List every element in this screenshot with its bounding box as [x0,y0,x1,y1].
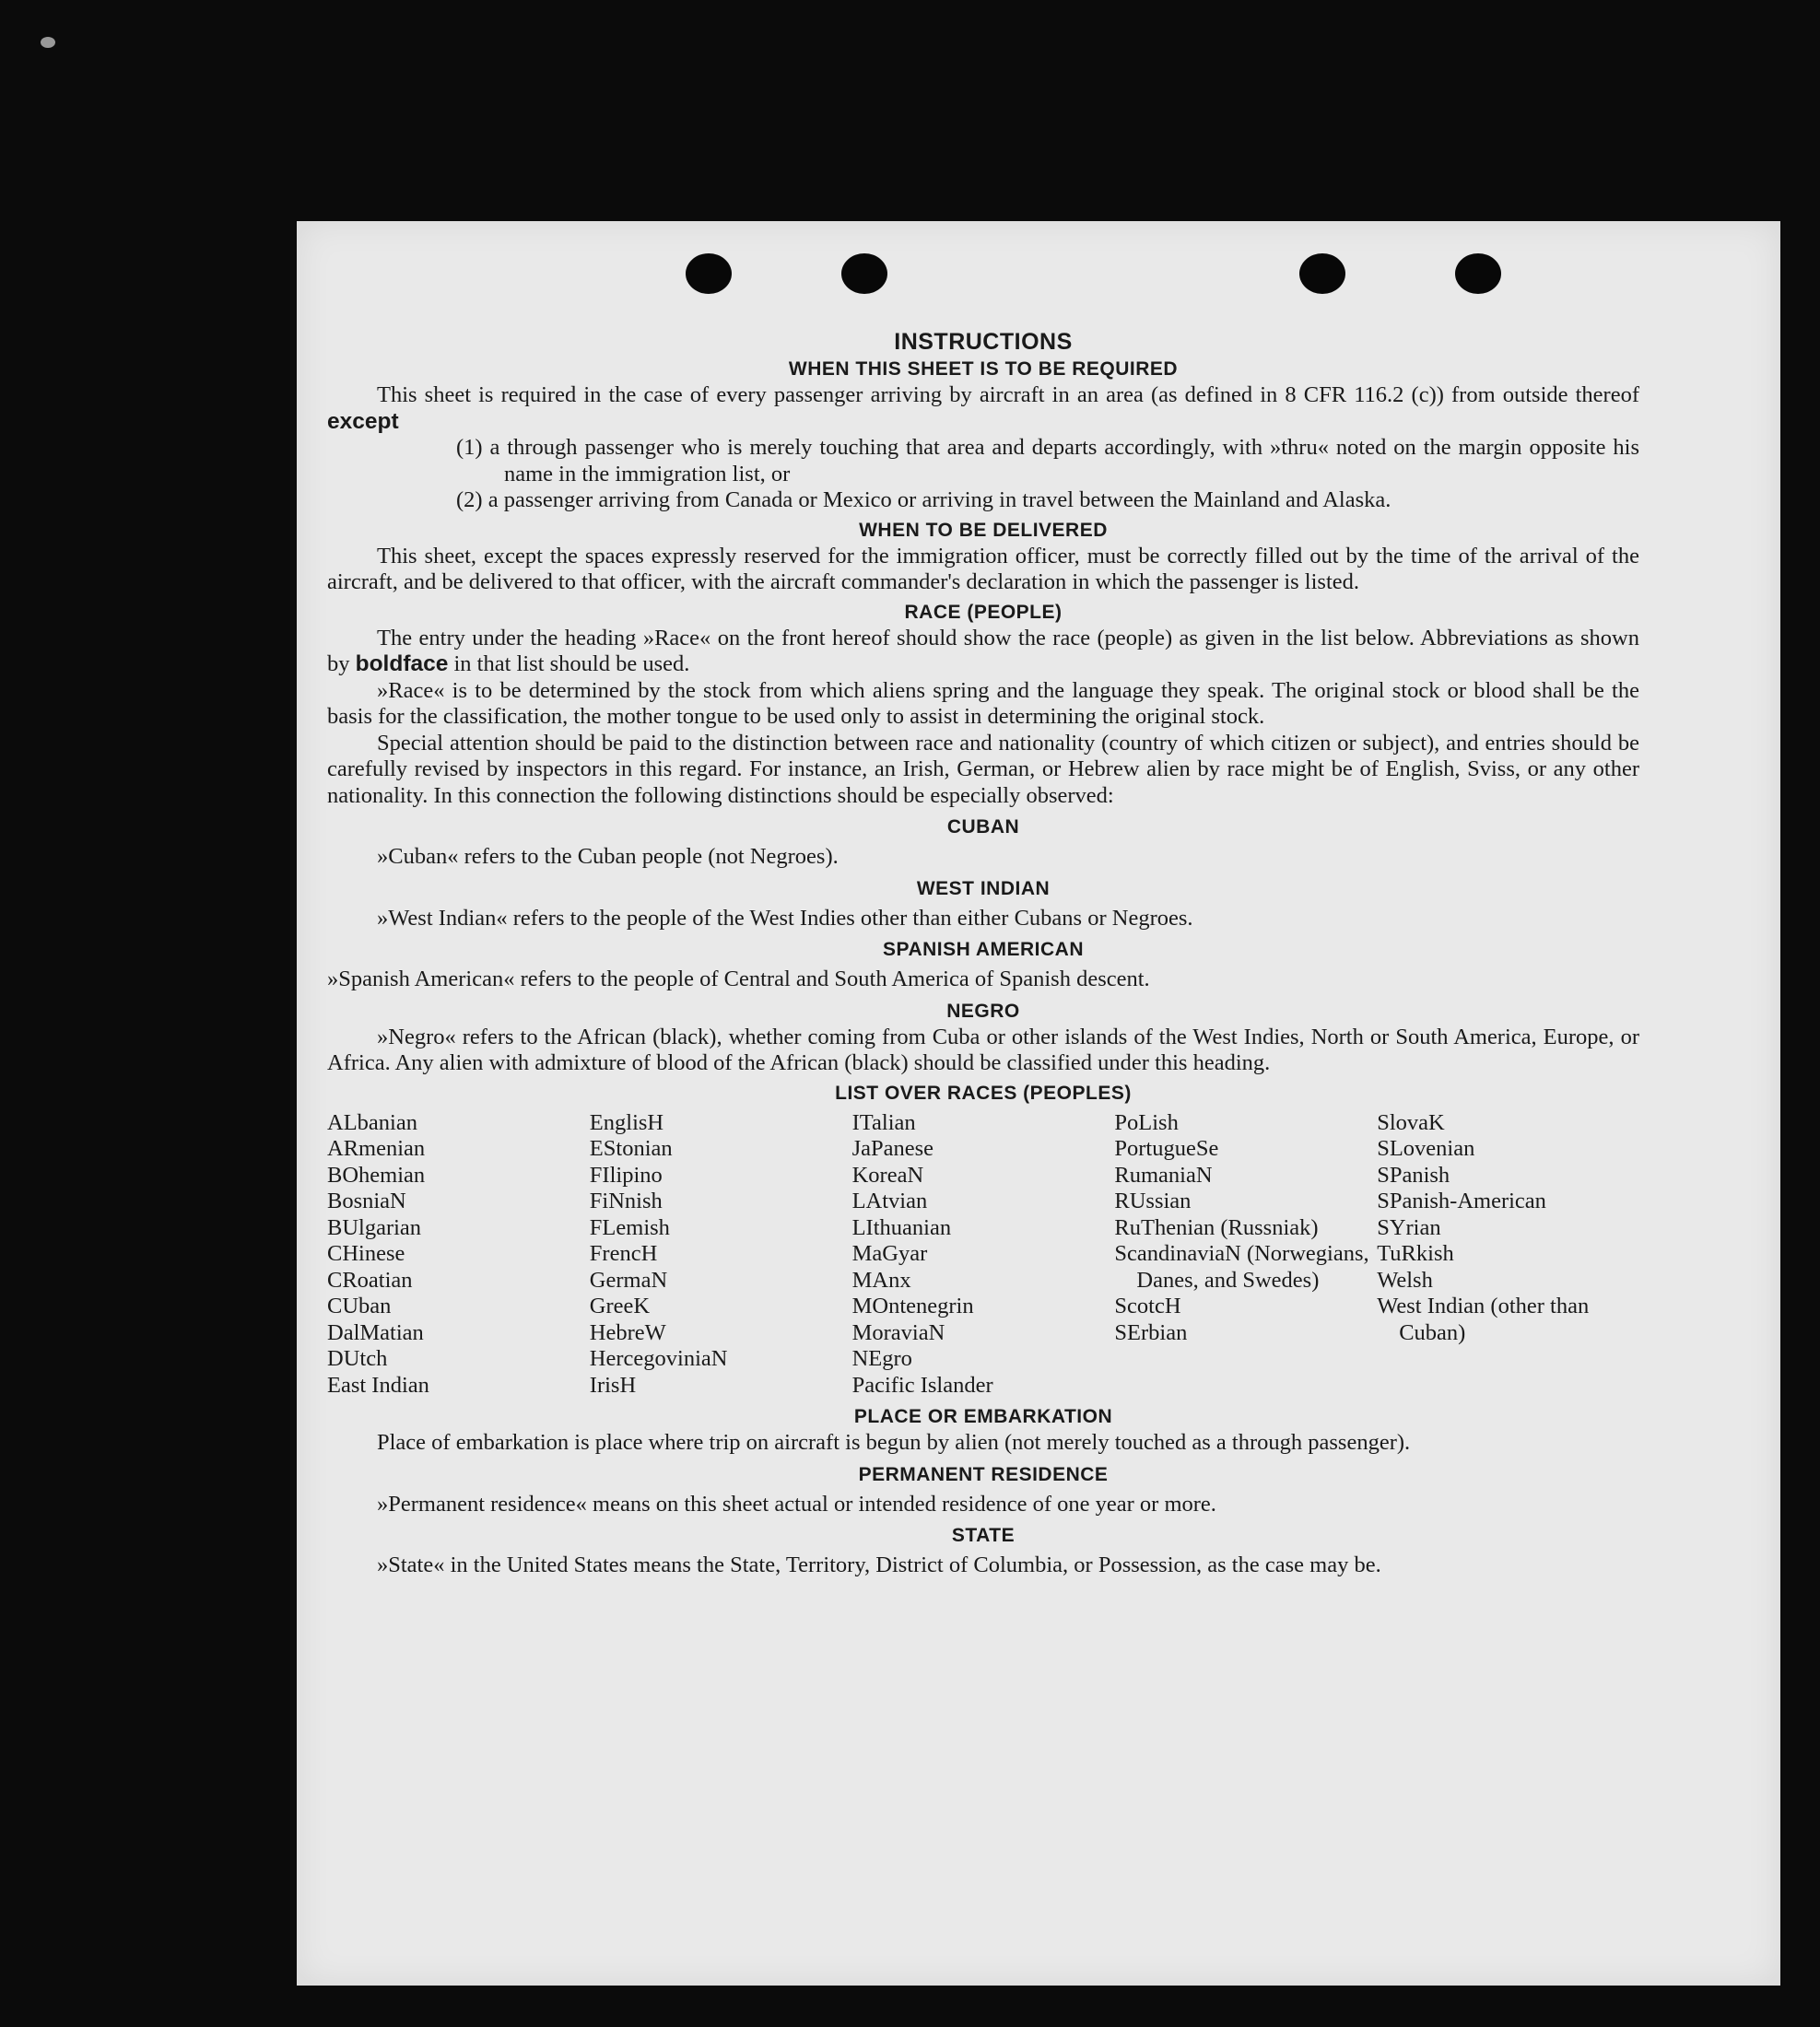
race-entry: SlovaK [1377,1109,1445,1135]
race-entry: East Indian [327,1372,429,1398]
race-list-column [1114,1110,1377,1400]
race-entry: CUban [327,1294,392,1318]
section-heading-embarkation: PLACE OR EMBARKATION [853,1406,1113,1427]
exception-item-1: (1) a through passenger who is merely touching that area and departs accordingly, with »thru« noted on the margin opposite his name in the immigration list, or [456,435,1639,486]
race-entry: FrencH [589,1241,658,1266]
section-heading-race-list: LIST OVER RACES (PEOPLES) [835,1082,1132,1104]
section-heading-negro: NEGRO [946,1000,1020,1022]
race-entry: LAtvian [851,1189,928,1213]
race-entry: EStonian [589,1136,673,1161]
cuban-text: »Cuban« refers to the Cuban people (not Negroes). [377,844,839,869]
punch-hole [686,253,732,294]
section-heading-west-indian: WEST INDIAN [916,877,1051,899]
race-entry: SPanish [1377,1162,1450,1188]
section-heading-state: STATE [951,1525,1016,1546]
race-entry: ARmenian [327,1136,426,1161]
punch-hole [841,253,887,294]
race-entry: PoLish [1114,1109,1179,1135]
section-heading-required: WHEN THIS SHEET IS TO BE REQUIRED [788,358,1179,380]
race-entry: FIlipino [589,1162,663,1188]
delivered-text: This sheet, except the spaces expressly reserved for the immigration officer, must be correctly filled out by the time of the arrival of the aircraft, and be delivered to that officer, with the aircraft commander's declaration in which the passenger is listed. [327,543,1639,594]
punch-hole [1455,253,1501,294]
boldface-emphasis: boldface [355,651,449,676]
race-entry: CHinese [327,1241,405,1266]
race-entry: BosniaN [327,1189,406,1213]
punch-hole [1299,253,1345,294]
race-paragraph-3: Special attention should be paid to the distinction between race and nationality (country of which citizen or subject), and entries should be carefully revised by inspectors in this regard. For instance, an Irish, German, or Hebrew alien by race might be of English, Sviss, or any other nationality. In this connection the following distinctions should be especially observed: [327,730,1639,808]
film-speck [41,37,55,48]
race-list-column [852,1110,1115,1400]
race-list-column [327,1110,590,1400]
page-title: INSTRUCTIONS [894,329,1073,355]
instruction-sheet [297,221,1780,1986]
race-entry: GermaN [589,1267,668,1293]
race-entry: FiNnish [589,1189,663,1213]
race-entry: MOntenegrin [851,1294,974,1318]
embarkation-text: Place of embarkation is place where trip on aircraft is begun by alien (not merely touched as a through passenger). [377,1430,1411,1455]
section-heading-residence: PERMANENT RESIDENCE [858,1463,1109,1485]
race-entry: NEgro [851,1346,912,1371]
race-entry: Welsh [1377,1267,1433,1293]
race-entry: PortugueSe [1114,1136,1219,1161]
race-entry: HebreW [589,1319,666,1345]
race-entry: MAnx [851,1267,911,1293]
section-heading-spanish-american: SPANISH AMERICAN [882,939,1084,960]
race-entry: KoreaN [851,1162,924,1188]
race-entry: SErbian [1114,1319,1188,1345]
race-entry: RumaniaN [1114,1162,1213,1188]
race-list [327,1110,1639,1400]
race-entry: LIthuanian [851,1214,952,1240]
race-paragraph-2: »Race« is to be determined by the stock from which aliens spring and the language they speak. The original stock or blood shall be the basis for the classification, the mother tongue to be used only to assist in determining the original stock. [327,677,1639,729]
race-entry: ScotcH [1114,1294,1181,1318]
race-entry: MaGyar [851,1241,928,1266]
race-entry: BOhemian [327,1162,426,1188]
race-entry: ALbanian [327,1109,417,1135]
race-entry: FLemish [589,1214,670,1240]
race-entry: MoraviaN [851,1319,945,1345]
race-entry: SPanish-American [1377,1189,1546,1213]
race-entry: DUtch [327,1346,388,1371]
race-entry: ScandinaviaN (Norwegians, Danes, and Swedes) [1114,1241,1369,1293]
section-heading-delivered: WHEN TO BE DELIVERED [859,519,1108,541]
race-entry: West Indian (other than Cuban) [1377,1294,1590,1345]
residence-text: »Permanent residence« means on this sheet actual or intended residence of one year or more. [377,1491,1216,1517]
negro-text: »Negro« refers to the African (black), whether coming from Cuba or other islands of the West Indies, North or South America, Europe, or Africa. Any alien with admixture of blood of the African (black) should be classified under this heading. [327,1024,1639,1075]
race-entry: Pacific Islander [851,1372,993,1398]
race-entry: RUssian [1114,1189,1192,1213]
west-indian-text: »West Indian« refers to the people of the West Indies other than either Cubans or Negroes. [377,905,1193,931]
race-entry: TuRkish [1377,1241,1454,1266]
race-entry: RuThenian (Russniak) [1114,1214,1319,1240]
spanish-american-text: »Spanish American« refers to the people of Central and South America of Spanish descent. [327,967,1150,991]
race-entry: CRoatian [327,1267,413,1293]
race-entry: HercegoviniaN [589,1346,728,1371]
except-emphasis: except [327,408,399,434]
race-entry: SYrian [1377,1214,1441,1240]
race-entry: GreeK [589,1294,651,1318]
race-entry: DalMatian [327,1319,424,1345]
race-entry: ITalian [851,1109,916,1135]
instructions-content [327,327,1639,1579]
race-entry: BUlgarian [327,1214,422,1240]
race-paragraph-1: The entry under the heading »Race« on the front hereof should show the race (people) as given in the list below. Abbreviations as shown by boldface in that list should be used. [327,625,1639,676]
state-text: »State« in the United States means the State, Territory, District of Columbia, or Possession, as the case may be. [377,1552,1381,1577]
race-entry: EnglisH [589,1109,664,1135]
race-list-column [590,1110,852,1400]
race-entry: SLovenian [1377,1136,1475,1161]
race-list-column [1377,1110,1639,1400]
race-entry: JaPanese [851,1136,934,1161]
section-heading-race: RACE (PEOPLE) [904,601,1063,623]
section-heading-cuban: CUBAN [946,816,1020,838]
required-intro: This sheet is required in the case of every passenger arriving by aircraft in an area (as defined in 8 CFR 116.2 (c)) from outside thereof except [327,382,1639,434]
exception-item-2: (2) a passenger arriving from Canada or Mexico or arriving in travel between the Mainland and Alaska. [456,487,1391,512]
race-entry: IrisH [589,1372,637,1398]
